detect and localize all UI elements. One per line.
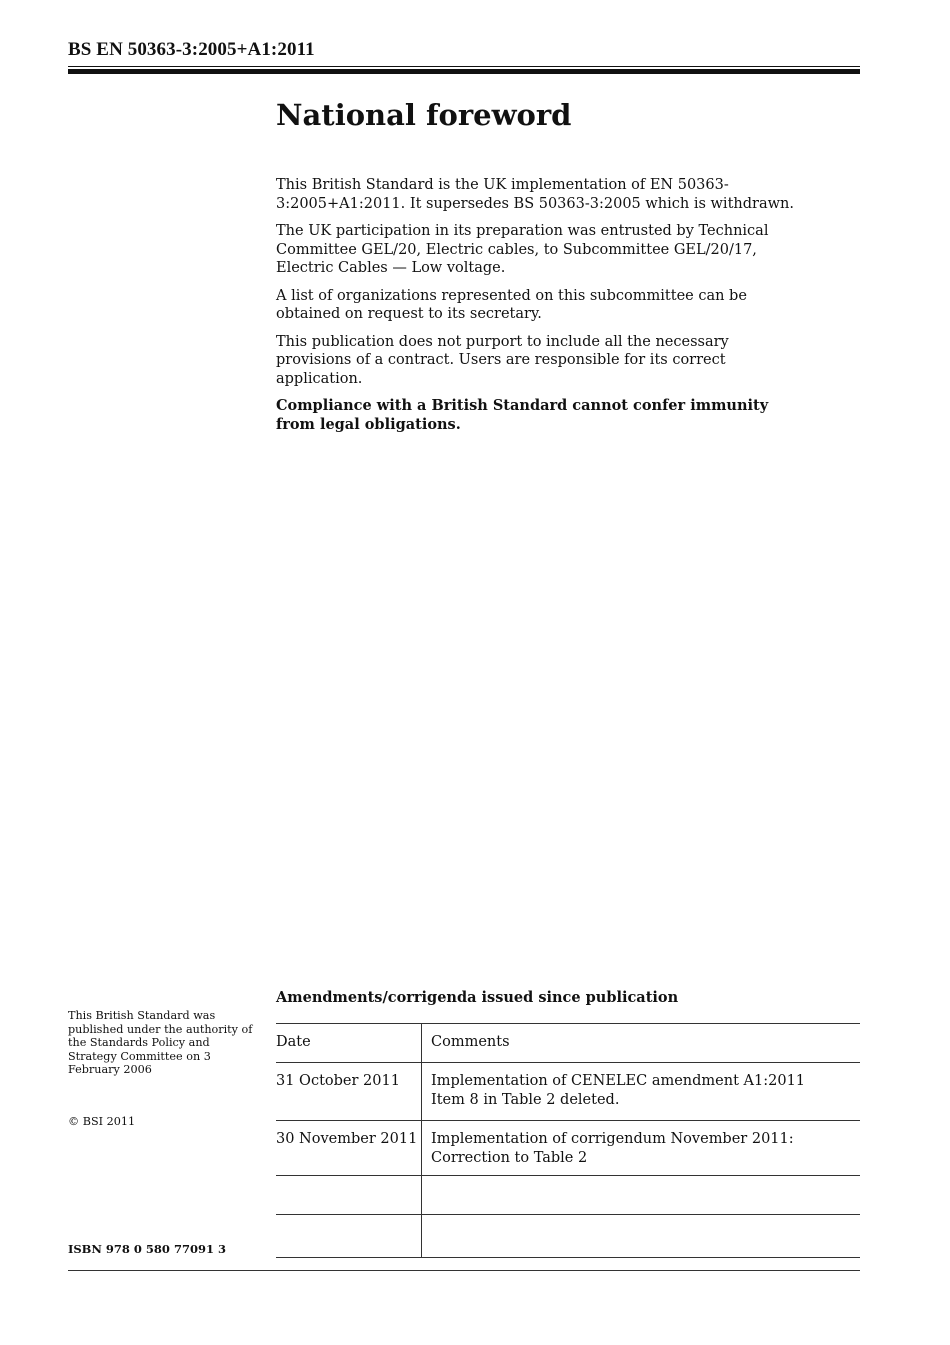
copyright-notice: © BSI 2011 (68, 1114, 136, 1128)
comments-column-header: Comments (422, 1024, 861, 1063)
amendment-comment (422, 1063, 861, 1121)
foreword-paragraph-implementation: This British Standard is the UK implementation of EN 50363-3:2005+A1:2011. It supersedes BS 50363-3:2005 which is withdrawn. (276, 177, 794, 212)
empty-comment-cell (422, 1176, 861, 1215)
foreword-paragraph-participation: The UK participation in its preparation was entrusted by Technical Committee GEL/20, Electric cables, to Subcommittee GEL/20/17, Electric Cables — Low voltage. (276, 223, 769, 276)
empty-date-cell (276, 1215, 422, 1258)
table-row-empty (276, 1176, 860, 1215)
header-thin-rule (68, 66, 860, 67)
header-thick-rule (68, 69, 860, 74)
amendment-comment-line: Item 8 in Table 2 deleted. (431, 1091, 620, 1108)
isbn: ISBN 978 0 580 77091 3 (68, 1242, 226, 1256)
footer-rule (68, 1270, 860, 1271)
amendment-date: 31 October 2011 (276, 1063, 422, 1121)
amendment-comment (422, 1121, 861, 1176)
empty-date-cell (276, 1176, 422, 1215)
document-id: BS EN 50363-3:2005+A1:2011 (68, 39, 315, 60)
amendments-table (276, 1023, 860, 1258)
amendment-comment-line: Correction to Table 2 (431, 1149, 588, 1166)
amendment-comment-line: Implementation of CENELEC amendment A1:2011 (431, 1073, 806, 1089)
amendments-title: Amendments/corrigenda issued since publication (276, 989, 679, 1006)
publication-sidebar (68, 1009, 258, 1128)
foreword-paragraph-organizations: A list of organizations represented on this subcommittee can be obtained on request to its secretary. (276, 287, 747, 322)
publication-note: This British Standard was published under the authority of the Standards Policy and Strategy Committee on 3 February 2006 (68, 1009, 253, 1076)
table-row (276, 1063, 860, 1121)
table-row (276, 1121, 860, 1176)
table-header-row (276, 1024, 860, 1063)
empty-comment-cell (422, 1215, 861, 1258)
foreword-body (276, 176, 806, 443)
page-title: National foreword (276, 98, 572, 132)
table-row-empty (276, 1215, 860, 1258)
compliance-statement: Compliance with a British Standard cannot confer immunity from legal obligations. (276, 397, 769, 433)
foreword-paragraph-contract: This publication does not purport to include all the necessary provisions of a contract. Users are responsible for its correct application. (276, 333, 729, 387)
amendment-date: 30 November 2011 (276, 1121, 422, 1176)
date-column-header: Date (276, 1024, 422, 1063)
amendment-comment-line: Implementation of corrigendum November 2011: (431, 1131, 794, 1147)
